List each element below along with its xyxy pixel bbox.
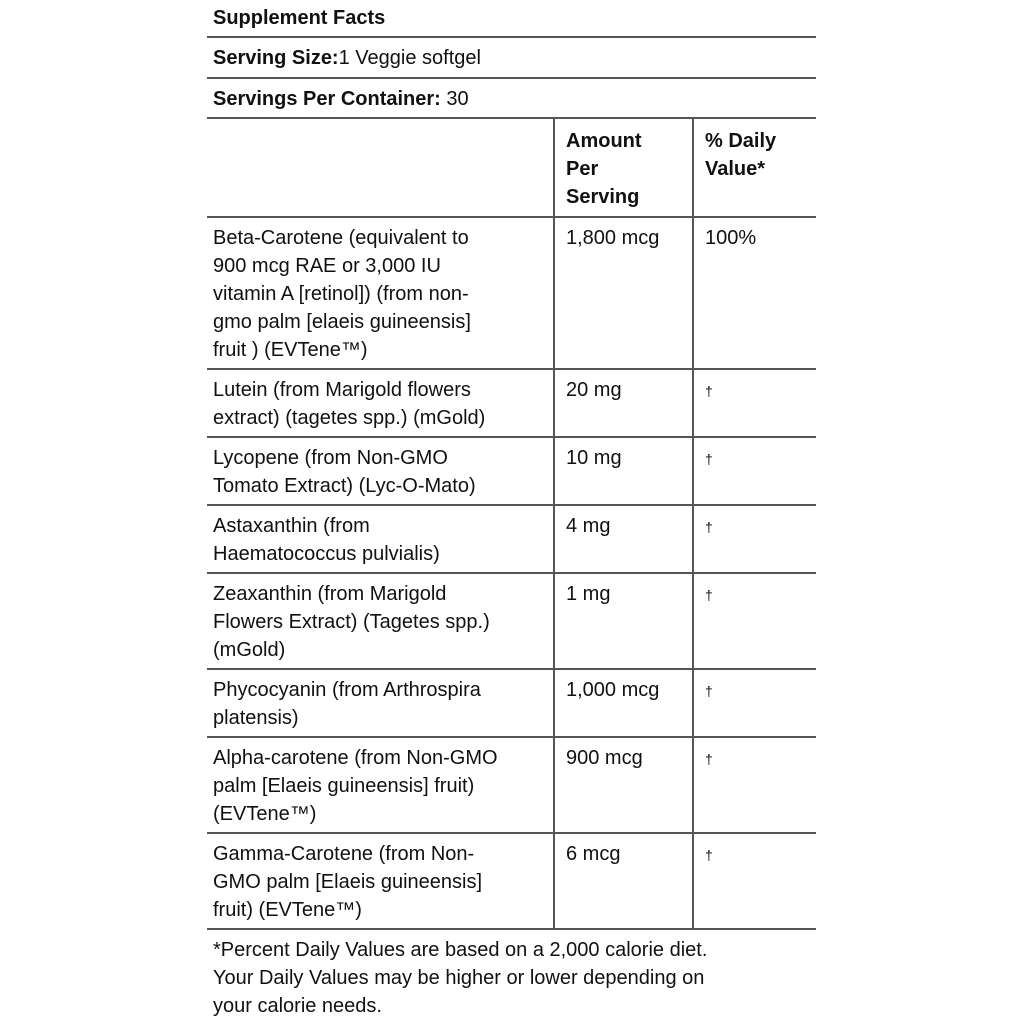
header-daily-value bbox=[693, 119, 816, 217]
dagger-icon: † bbox=[705, 383, 713, 399]
nutrient-name-line: platensis) bbox=[213, 707, 299, 729]
header-amount-line: Amount bbox=[566, 130, 642, 152]
nutrient-name-line: Phycocyanin (from Arthrospira bbox=[213, 679, 481, 701]
header-amount-line: Per bbox=[566, 158, 599, 180]
nutrient-name-line: (mGold) bbox=[213, 639, 286, 661]
nutrient-row bbox=[207, 437, 816, 505]
nutrient-name-line: Haematococcus pulvialis) bbox=[213, 543, 440, 565]
nutrient-name bbox=[207, 437, 554, 505]
nutrient-name bbox=[207, 505, 554, 573]
nutrient-name-line: Gamma-Carotene (from Non- bbox=[213, 843, 475, 865]
dagger-icon: † bbox=[705, 519, 713, 535]
nutrient-daily-value bbox=[693, 437, 816, 505]
nutrient-name bbox=[207, 833, 554, 929]
nutrient-row bbox=[207, 669, 816, 737]
footnote-line: Your Daily Values may be higher or lower depending on bbox=[213, 967, 705, 989]
nutrient-amount: 10 mg bbox=[554, 437, 693, 505]
nutrient-amount: 4 mg bbox=[554, 505, 693, 573]
nutrient-row bbox=[207, 369, 816, 437]
nutrient-name-line: gmo palm [elaeis guineensis] bbox=[213, 311, 471, 333]
nutrient-name bbox=[207, 737, 554, 833]
dagger-icon: † bbox=[705, 847, 713, 863]
serving-size-label: Serving Size: bbox=[213, 47, 339, 69]
nutrient-daily-value bbox=[693, 369, 816, 437]
nutrient-amount: 6 mcg bbox=[554, 833, 693, 929]
header-amount-line: Serving bbox=[566, 186, 640, 208]
nutrient-daily-value bbox=[693, 669, 816, 737]
nutrient-name-line: Flowers Extract) (Tagetes spp.) bbox=[213, 611, 490, 633]
servings-per-container bbox=[207, 79, 816, 119]
column-header-row bbox=[207, 119, 816, 217]
nutrient-amount: 1,000 mcg bbox=[554, 669, 693, 737]
nutrient-name-line: Lycopene (from Non-GMO bbox=[213, 447, 448, 469]
servings-per-container-label: Servings Per Container: bbox=[213, 88, 441, 110]
nutrient-row bbox=[207, 217, 816, 369]
nutrient-name-line: (EVTene™) bbox=[213, 803, 317, 825]
header-dv-line: Value* bbox=[705, 158, 766, 180]
header-amount bbox=[554, 119, 693, 217]
dagger-icon: † bbox=[705, 587, 713, 603]
nutrient-row bbox=[207, 737, 816, 833]
nutrient-name-line: Astaxanthin (from bbox=[213, 515, 370, 537]
nutrient-name bbox=[207, 369, 554, 437]
footnote-line: *Percent Daily Values are based on a 2,000 calorie diet. bbox=[213, 939, 708, 961]
servings-per-container-value: 30 bbox=[440, 88, 469, 110]
nutrient-name-line: GMO palm [Elaeis guineensis] bbox=[213, 871, 483, 893]
panel-title: Supplement Facts bbox=[207, 0, 816, 38]
nutrient-name-line: fruit ) (EVTene™) bbox=[213, 339, 368, 361]
dagger-icon: † bbox=[705, 451, 713, 467]
footnote bbox=[207, 930, 816, 1020]
nutrient-row bbox=[207, 833, 816, 929]
serving-size-value: 1 Veggie softgel bbox=[338, 47, 481, 69]
nutrient-name-line: Zeaxanthin (from Marigold bbox=[213, 583, 447, 605]
nutrient-name-line: Lutein (from Marigold flowers bbox=[213, 379, 471, 401]
nutrient-amount: 900 mcg bbox=[554, 737, 693, 833]
dagger-icon: † bbox=[705, 751, 713, 767]
nutrient-name-line: Tomato Extract) (Lyc-O-Mato) bbox=[213, 475, 476, 497]
serving-size bbox=[207, 38, 816, 79]
header-dv-line: % Daily bbox=[705, 130, 777, 152]
nutrient-daily-value bbox=[693, 737, 816, 833]
nutrient-amount: 20 mg bbox=[554, 369, 693, 437]
nutrient-name-line: fruit) (EVTene™) bbox=[213, 899, 362, 921]
supplement-facts-panel bbox=[207, 0, 816, 1020]
footnote-line: your calorie needs. bbox=[213, 995, 382, 1017]
nutrient-name bbox=[207, 573, 554, 669]
nutrient-daily-value bbox=[693, 505, 816, 573]
nutrient-name-line: 900 mcg RAE or 3,000 IU bbox=[213, 255, 441, 277]
nutrient-name-line: vitamin A [retinol]) (from non- bbox=[213, 283, 469, 305]
header-empty bbox=[207, 119, 554, 217]
nutrient-row bbox=[207, 573, 816, 669]
nutrient-amount: 1 mg bbox=[554, 573, 693, 669]
daily-value-text: 100% bbox=[705, 227, 757, 249]
nutrient-name-line: palm [Elaeis guineensis] fruit) bbox=[213, 775, 475, 797]
nutrient-name-line: Beta-Carotene (equivalent to bbox=[213, 227, 469, 249]
nutrient-daily-value bbox=[693, 833, 816, 929]
nutrient-name-line: Alpha-carotene (from Non-GMO bbox=[213, 747, 498, 769]
nutrient-daily-value bbox=[693, 217, 816, 369]
dagger-icon: † bbox=[705, 683, 713, 699]
nutrient-daily-value bbox=[693, 573, 816, 669]
nutrient-name bbox=[207, 217, 554, 369]
nutrient-amount: 1,800 mcg bbox=[554, 217, 693, 369]
nutrient-name bbox=[207, 669, 554, 737]
nutrient-row bbox=[207, 505, 816, 573]
nutrient-name-line: extract) (tagetes spp.) (mGold) bbox=[213, 407, 486, 429]
nutrient-table bbox=[207, 119, 816, 930]
